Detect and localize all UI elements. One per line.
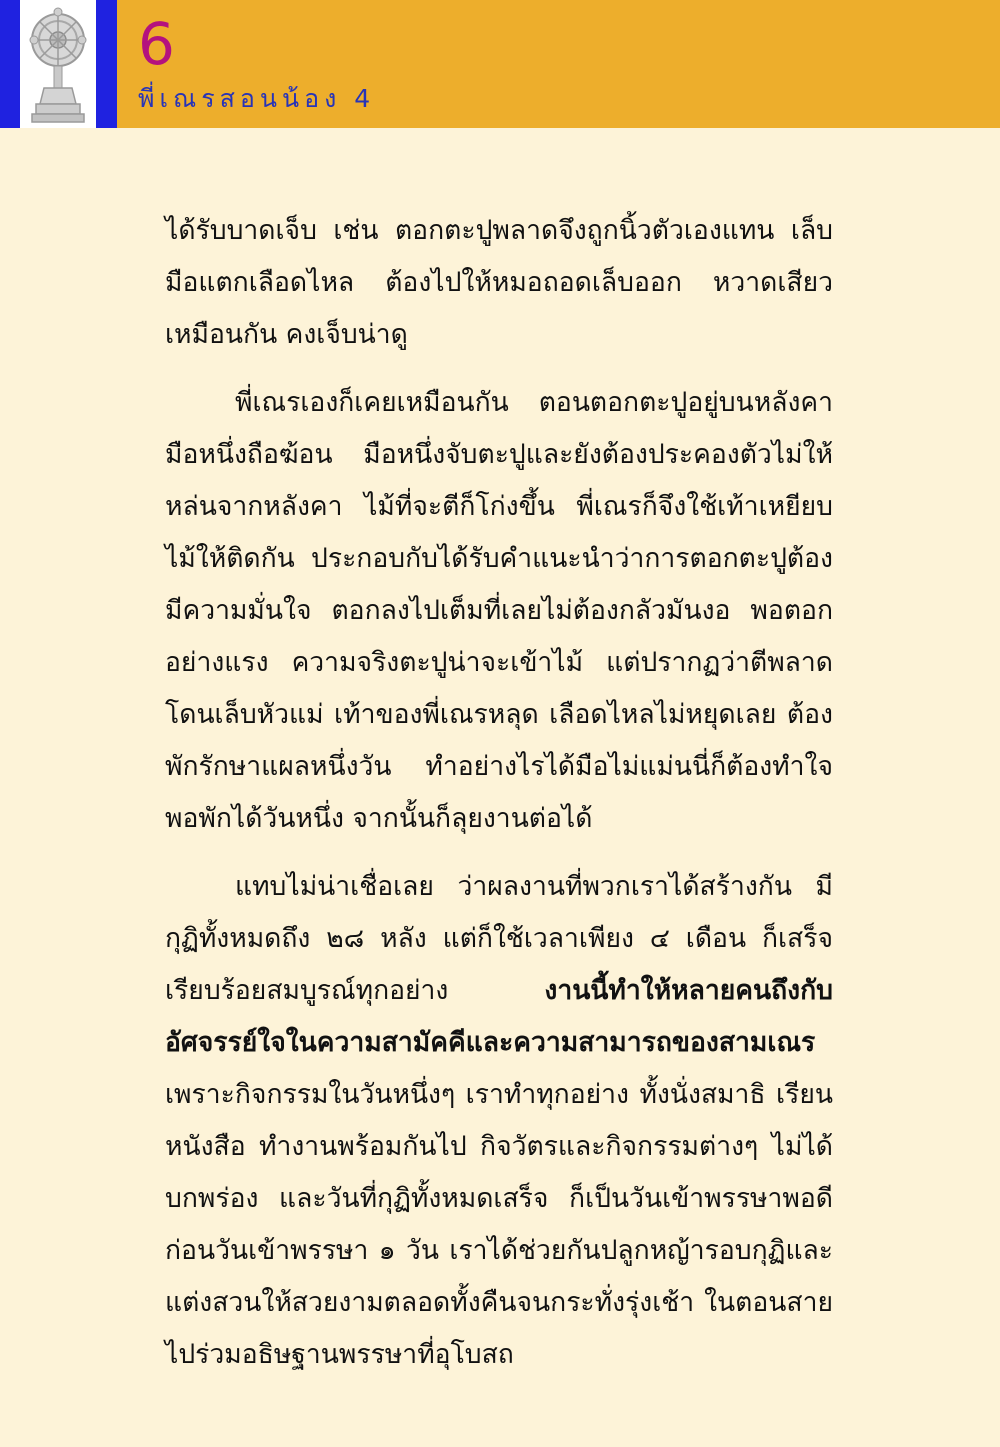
page-number: 6 <box>138 10 175 78</box>
header-stripe-blue-left <box>0 0 20 128</box>
paragraph-3-start: แทบไม่น่าเชื่อเลย ว่าผลงานที่พวกเราได้สร้างกัน มีกุฏิทั้งหมดถึง ๒๘ หลัง แต่ก็ใช้เวลาเพียง ๔ เดือน ก็เสร็จเรียบร้อยสมบูรณ์ทุกอย่าง <box>165 871 833 1006</box>
paragraph-3 <box>165 861 833 1381</box>
running-title: พี่เณรสอนน้อง 4 <box>138 84 376 113</box>
paragraph-2: พี่เณรเองก็เคยเหมือนกัน ตอนตอกตะปูอยู่บนหลังคา มือหนึ่งถือฆ้อน มือหนึ่งจับตะปูและยังต้องประคองตัวไม่ให้หล่นจากหลังคา ไม้ที่จะตีก็โก่งขึ้น พี่เณรก็จึงใช้เท้าเหยียบไม้ให้ติดกัน ประกอบกับได้รับคำแนะนำว่าการตอกตะปูต้องมีความมั่นใจ ตอกลงไปเต็มที่เลยไม่ต้องกลัวมันงอ พอตอกอย่างแรง ความจริงตะปูน่าจะเข้าไม้ แต่ปรากฏว่าตีพลาด โดนเล็บหัวแม่ เท้าของพี่เณรหลุด เลือดไหลไม่หยุดเลย ต้องพักรักษาแผลหนึ่งวัน ทำอย่างไรได้มือไม่แม่นนี่ก็ต้องทำใจ พอพักได้วันหนึ่ง จากนั้นก็ลุยงานต่อได้ <box>165 387 833 834</box>
dharma-wheel-emblem-icon <box>24 4 92 124</box>
header-stripe-blue-right <box>96 0 117 128</box>
body-text <box>165 205 833 1397</box>
paragraph-1: ได้รับบาดเจ็บ เช่น ตอกตะปูพลาดจึงถูกนิ้วตัวเองแทน เล็บมือแตกเลือดไหล ต้องไปให้หมอถอดเล็บออก หวาดเสียวเหมือนกัน คงเจ็บน่าดู <box>165 215 833 350</box>
paragraph-3-end: เพราะกิจกรรมในวันหนึ่งๆ เราทำทุกอย่าง ทั้งนั่งสมาธิ เรียนหนังสือ ทำงานพร้อมกันไป กิจวัตรและกิจกรรมต่างๆ ไม่ได้บกพร่อง และวันที่กุฏิทั้งหมดเสร็จ ก็เป็นวันเข้าพรรษาพอดี ก่อนวันเข้าพรรษา ๑ วัน เราได้ช่วยกันปลูกหญ้ารอบกุฏิและแต่งสวนให้สวยงามตลอดทั้งคืนจนกระทั่งรุ่งเช้า ในตอนสายไปร่วมอธิษฐานพรรษาที่อุโบสถ <box>165 1079 833 1370</box>
paragraph-3-bold: งานนี้ทำให้หลายคนถึงกับอัศจรรย์ใจในความสามัคคีและความสามารถของสามเณร <box>165 975 833 1058</box>
